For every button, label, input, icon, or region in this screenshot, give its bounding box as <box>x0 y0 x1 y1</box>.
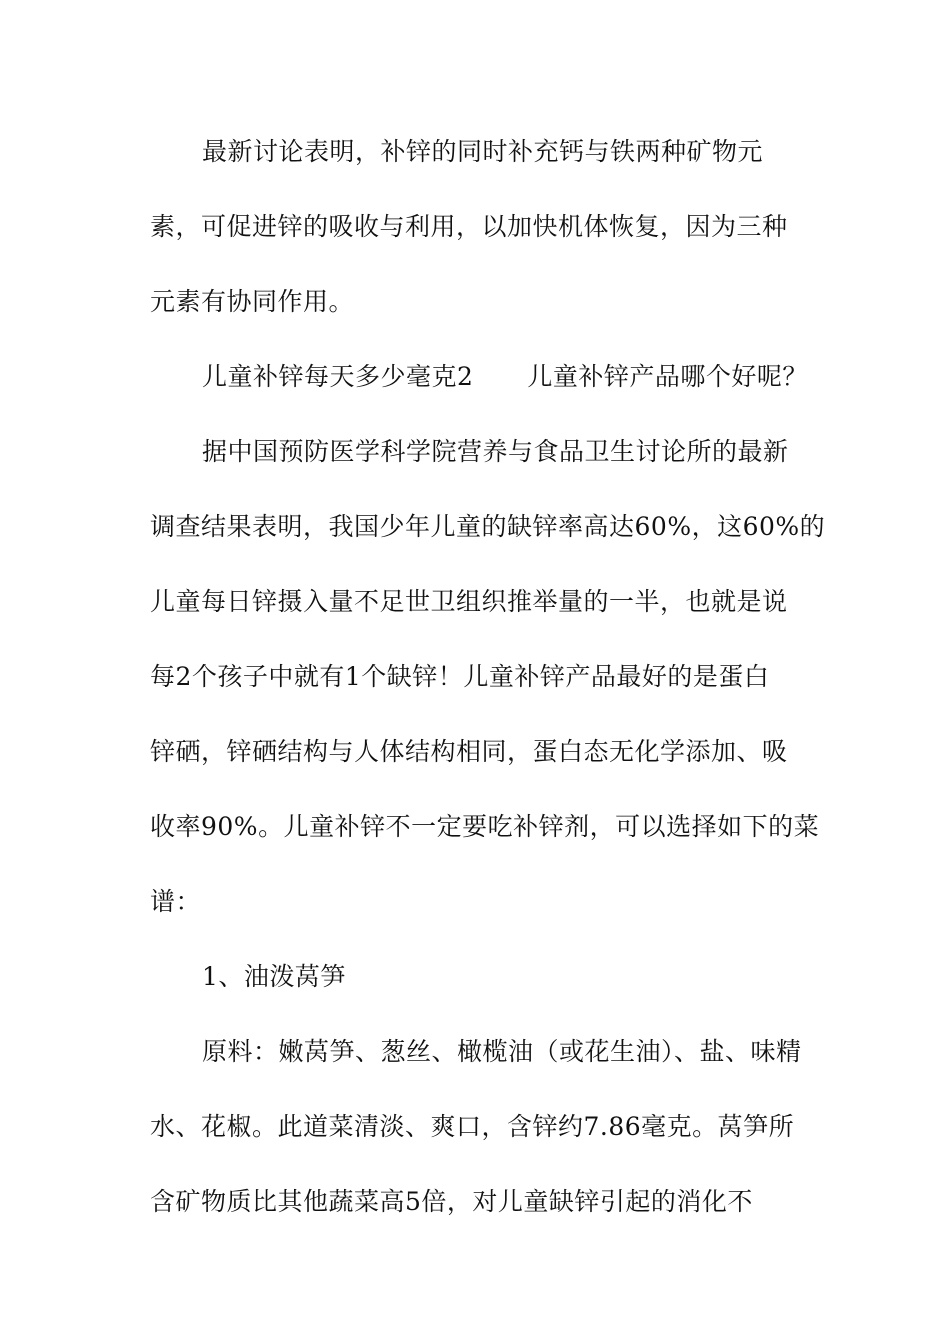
paragraph-line: 元素有协同作用。 <box>150 287 355 316</box>
paragraph-line: 收率90%。儿童补锌不一定要吃补锌剂，可以选择如下的菜 <box>150 812 820 841</box>
paragraph-line: 锌硒，锌硒结构与人体结构相同，蛋白态无化学添加、吸 <box>150 737 788 766</box>
paragraph-line: 据中国预防医学科学院营养与食品卫生讨论所的最新 <box>202 437 789 466</box>
paragraph-line: 调查结果表明，我国少年儿童的缺锌率高达60%，这60%的 <box>150 512 826 541</box>
list-item-title: 1、油泼莴笋 <box>202 962 346 991</box>
heading-right: 儿童补锌产品哪个好呢？ <box>527 362 808 391</box>
paragraph-line: 每2个孩子中就有1个缺锌！儿童补锌产品最好的是蛋白 <box>150 662 770 691</box>
paragraph-line: 素，可促进锌的吸收与利用，以加快机体恢复，因为三种 <box>150 212 788 241</box>
paragraph-line: 谱： <box>150 887 202 916</box>
paragraph-line: 原料：嫩莴笋、葱丝、橄榄油（或花生油）、盐、味精 <box>202 1037 802 1066</box>
heading-left: 儿童补锌每天多少毫克2 <box>202 362 474 391</box>
paragraph-line: 最新讨论表明，补锌的同时补充钙与铁两种矿物元 <box>202 137 764 166</box>
paragraph-line: 儿童每日锌摄入量不足世卫组织推举量的一半，也就是说 <box>150 587 788 616</box>
section-heading <box>202 360 808 394</box>
paragraph-line: 水、花椒。此道菜清淡、爽口，含锌约7.86毫克。莴笋所 <box>150 1112 795 1141</box>
paragraph-line: 含矿物质比其他蔬菜高5倍，对儿童缺锌引起的消化不 <box>150 1187 753 1216</box>
